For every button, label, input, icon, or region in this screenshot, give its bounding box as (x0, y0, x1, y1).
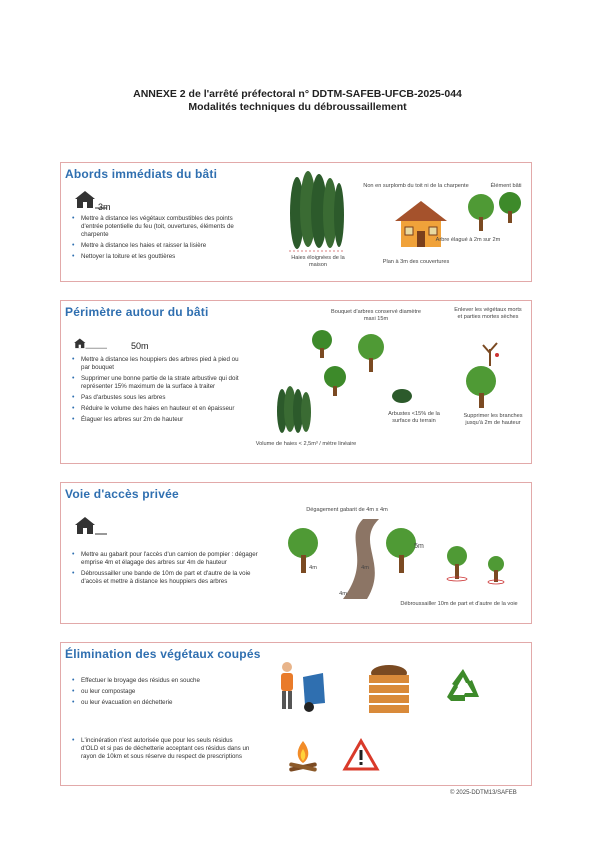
tree-icon (319, 365, 351, 397)
distance-label: 4m (309, 565, 317, 571)
caption-surplomb: Non en surplomb du toit ni de la charpente (363, 183, 469, 189)
bullet-item: • Réduire le volume des haies en hauteur et en épaisseur (71, 405, 241, 413)
caption-bouquet: Bouquet d'arbres conservé diamètre maxi 15m (331, 309, 421, 322)
caption-branches: Supprimer les branches jusqu'à 2m de hauteur (463, 413, 523, 426)
house-icon (73, 515, 107, 535)
bullet-item: • Mettre à distance les haies et raisser la lisière (71, 242, 241, 250)
caption-element: Élément bâti (490, 183, 522, 189)
bullet-list (71, 551, 261, 589)
shrub-icon (391, 387, 413, 403)
bullet-list (71, 215, 241, 264)
distance-label: 4m (339, 591, 347, 597)
warning-icon (343, 739, 379, 771)
caption-bande: Débroussailler 10m de part et d'autre de la voie (400, 601, 518, 607)
bullet-item: • Mettre à distance les végétaux combustibles des points d'entrée potentielle du feu (toit, ouvertures, éléments de charpente (71, 215, 241, 239)
footer-copyright: © 2025-DDTM13/SAFEB (450, 790, 517, 796)
caption-enlever: Enlever les végétaux morts et parties mortes sèches (454, 307, 522, 320)
caption-elaguer: Arbre élagué à 2m sur 2m (435, 237, 501, 243)
tree-icon (485, 555, 507, 583)
document-subtitle: Modalités techniques du débroussaillement (188, 101, 407, 113)
bullet-item: • ou leur compostage (71, 688, 251, 696)
section-perimetre (60, 300, 532, 464)
bullet-item: • Mettre à distance les houppiers des arbres pied à pied ou par bouquet (71, 356, 241, 372)
bullet-item: • Nettoyer la toiture et les gouttières (71, 253, 241, 261)
section-title: Élimination des végétaux coupés (65, 647, 261, 661)
section-title: Voie d'accès privée (65, 487, 179, 501)
distance-label: 50m (131, 341, 149, 351)
bullet-list (71, 677, 251, 710)
caption-arbustes: Arbustes <15% de la surface du terrain (388, 411, 440, 424)
bullet-list (71, 356, 241, 427)
caption-volume: Volume de haies < 2,5m³ / mètre linéaire (255, 441, 357, 447)
section-abords (60, 162, 532, 282)
tree-icon (475, 337, 505, 367)
section-voie-acces (60, 482, 532, 624)
section-title: Périmètre autour du bâti (65, 305, 209, 319)
section-title: Abords immédiats du bâti (65, 167, 218, 181)
recycle-icon (441, 665, 485, 709)
campfire-icon (285, 739, 321, 773)
bullet-item: • Élaguer les arbres sur 2m de hauteur (71, 416, 241, 424)
caption-degagement: Dégagement gabarit de 4m x 4m (306, 507, 388, 513)
bullet-item: • Débroussailler une bande de 10m de part et d'autre de la voie d'accès et mettre à distance les houppiers des arbres (71, 570, 261, 586)
tree-icon (381, 527, 421, 575)
conifer-hedge-icon (289, 169, 345, 253)
compost-bin-icon (365, 663, 413, 715)
caption-haies: Haies éloignées de la maison (291, 255, 345, 268)
tree-icon (351, 333, 391, 373)
tree-icon (443, 545, 471, 581)
gardener-shredder-icon (275, 659, 331, 715)
bullet-item: • Effectuer le broyage des résidus en souche (71, 677, 251, 685)
note-item: • L'incinération n'est autorisée que pour les seuls résidus d'OLD et si pas de déchetterie acceptant ces résidus dans un rayon de 10km et sous réserve du respect de prescriptions (71, 737, 251, 761)
caption-plan: Plan à 3m des couvertures (382, 259, 450, 265)
section-elimination (60, 642, 532, 786)
distance-label: 5m (414, 543, 424, 550)
tree-icon (459, 365, 503, 409)
conifer-hedge-icon (276, 385, 312, 435)
distance-label: 4m (361, 565, 369, 571)
bullet-item: • Mettre au gabarit pour l'accès d'un camion de pompier : dégager emprise 4m et élagage des arbres sur 4m de hauteur (71, 551, 261, 567)
tree-icon (307, 329, 337, 359)
tree-icon (493, 191, 527, 225)
distance-label: 3m (98, 202, 111, 212)
bullet-item: • Pas d'arbustes sous les arbres (71, 394, 241, 402)
bullet-item: • Supprimer une bonne partie de la strate arbustive qui doit représenter 15% maximum de la surface à traiter (71, 375, 241, 391)
bullet-item: • ou leur évacuation en déchetterie (71, 699, 251, 707)
document-title: ANNEXE 2 de l'arrêté préfectoral n° DDTM-SAFEB-UFCB-2025-044 (133, 88, 462, 100)
house-icon (73, 333, 107, 353)
note-list (71, 737, 251, 764)
